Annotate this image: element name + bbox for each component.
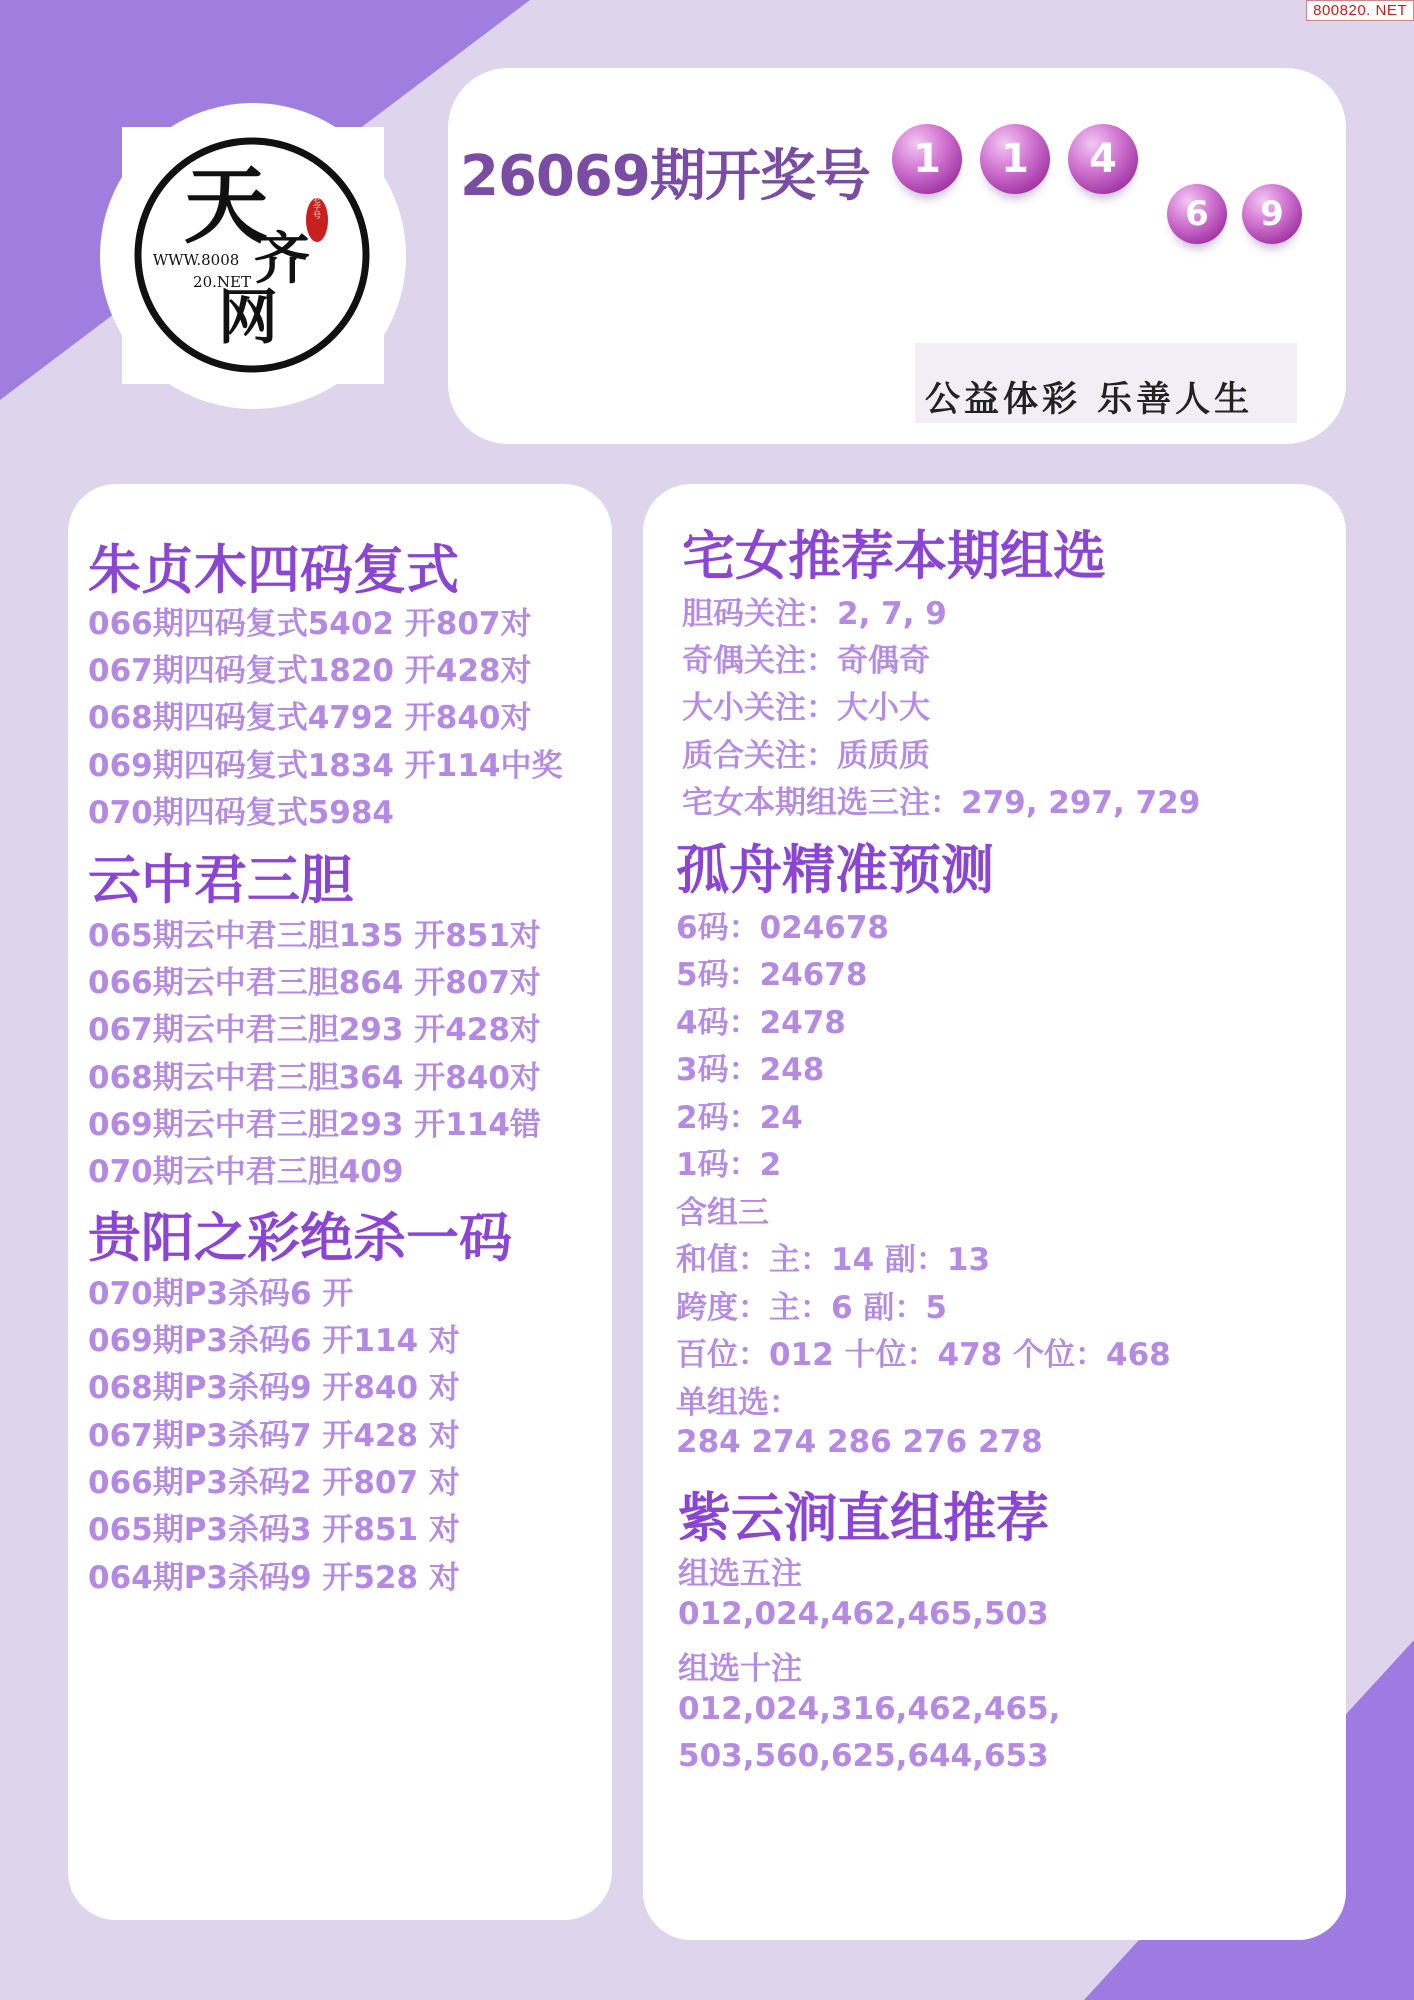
list-item: 070期P3杀码6 开 (88, 1276, 354, 1312)
list-item: 064期P3杀码9 开528 对 (88, 1560, 460, 1596)
result-ball-1: 1 (892, 124, 962, 194)
list-item: 067期四码复式1820 开428对 (88, 653, 532, 689)
list-item: 4码：2478 (676, 1005, 846, 1041)
list-item: 070期四码复式5984 (88, 795, 394, 831)
list-item: 和值：主：14 副：13 (676, 1242, 991, 1278)
list-item: 065期云中君三胆135 开851对 (88, 918, 541, 954)
section-heading: 紫云涧直组推荐 (678, 1488, 1049, 1549)
list-item: 068期P3杀码9 开840 对 (88, 1370, 460, 1406)
result-ball-4: 6 (1167, 184, 1227, 244)
list-item: 012,024,462,465,503 (678, 1596, 1049, 1632)
list-item: 组选五注 (678, 1556, 802, 1592)
list-item: 宅女本期组选三注：279, 297, 729 (682, 785, 1201, 821)
logo-char-bottom: 网 (218, 283, 278, 353)
result-ball-2: 1 (980, 124, 1050, 194)
list-item: 含组三 (676, 1195, 769, 1231)
list-item: 067期云中君三胆293 开428对 (88, 1012, 541, 1048)
list-item: 胆码关注：2, 7, 9 (682, 596, 947, 632)
list-item: 067期P3杀码7 开428 对 (88, 1418, 460, 1454)
list-item: 奇偶关注：奇偶奇 (682, 643, 930, 679)
list-item: 3码：248 (676, 1052, 825, 1088)
logo-url-line1: WWW.8008 (152, 251, 240, 269)
draw-result-title: 26069期开奖号 (460, 144, 870, 209)
list-item: 1码：2 (676, 1147, 782, 1183)
logo-url-line2: 20.NET (193, 273, 251, 291)
site-logo (122, 127, 384, 384)
watermark: 800820. NET (1306, 0, 1414, 21)
logo-char-mid: 齐 (254, 226, 310, 292)
list-item: 068期云中君三胆364 开840对 (88, 1060, 541, 1096)
list-item: 012,024,316,462,465, (678, 1691, 1061, 1727)
list-item: 066期P3杀码2 开807 对 (88, 1465, 460, 1501)
list-item: 单组选： (676, 1385, 800, 1421)
list-item: 2码：24 (676, 1100, 803, 1136)
list-item: 069期云中君三胆293 开114错 (88, 1107, 541, 1143)
list-item: 质合关注：质质质 (682, 738, 930, 774)
logo-char-top: 天 (183, 156, 269, 255)
list-item: 组选十注 (678, 1651, 802, 1687)
list-item: 跨度：主：6 副：5 (676, 1290, 947, 1326)
slogan-text: 公益体彩 乐善人生 (925, 379, 1254, 420)
list-item: 069期P3杀码6 开114 对 (88, 1323, 460, 1359)
list-item: 069期四码复式1834 开114中奖 (88, 748, 563, 784)
section-heading: 云中君三胆 (88, 850, 353, 911)
logo-seal-text: 老字号 (312, 195, 322, 219)
section-heading: 宅女推荐本期组选 (682, 526, 1106, 587)
section-heading: 朱贞木四码复式 (88, 540, 459, 601)
list-item: 070期云中君三胆409 (88, 1154, 404, 1190)
result-ball-3: 4 (1068, 124, 1138, 194)
list-item: 065期P3杀码3 开851 对 (88, 1512, 460, 1548)
list-item: 5码：24678 (676, 957, 868, 993)
list-item: 284 274 286 276 278 (676, 1424, 1043, 1460)
list-item: 503,560,625,644,653 (678, 1738, 1049, 1774)
section-heading: 孤舟精准预测 (676, 840, 994, 901)
list-item: 066期云中君三胆864 开807对 (88, 965, 541, 1001)
list-item: 百位：012 十位：478 个位：468 (676, 1337, 1171, 1373)
list-item: 066期四码复式5402 开807对 (88, 606, 532, 642)
list-item: 大小关注：大小大 (682, 690, 930, 726)
list-item: 6码：024678 (676, 910, 889, 946)
result-ball-5: 9 (1242, 184, 1302, 244)
list-item: 068期四码复式4792 开840对 (88, 700, 532, 736)
section-heading: 贵阳之彩绝杀一码 (88, 1208, 512, 1269)
